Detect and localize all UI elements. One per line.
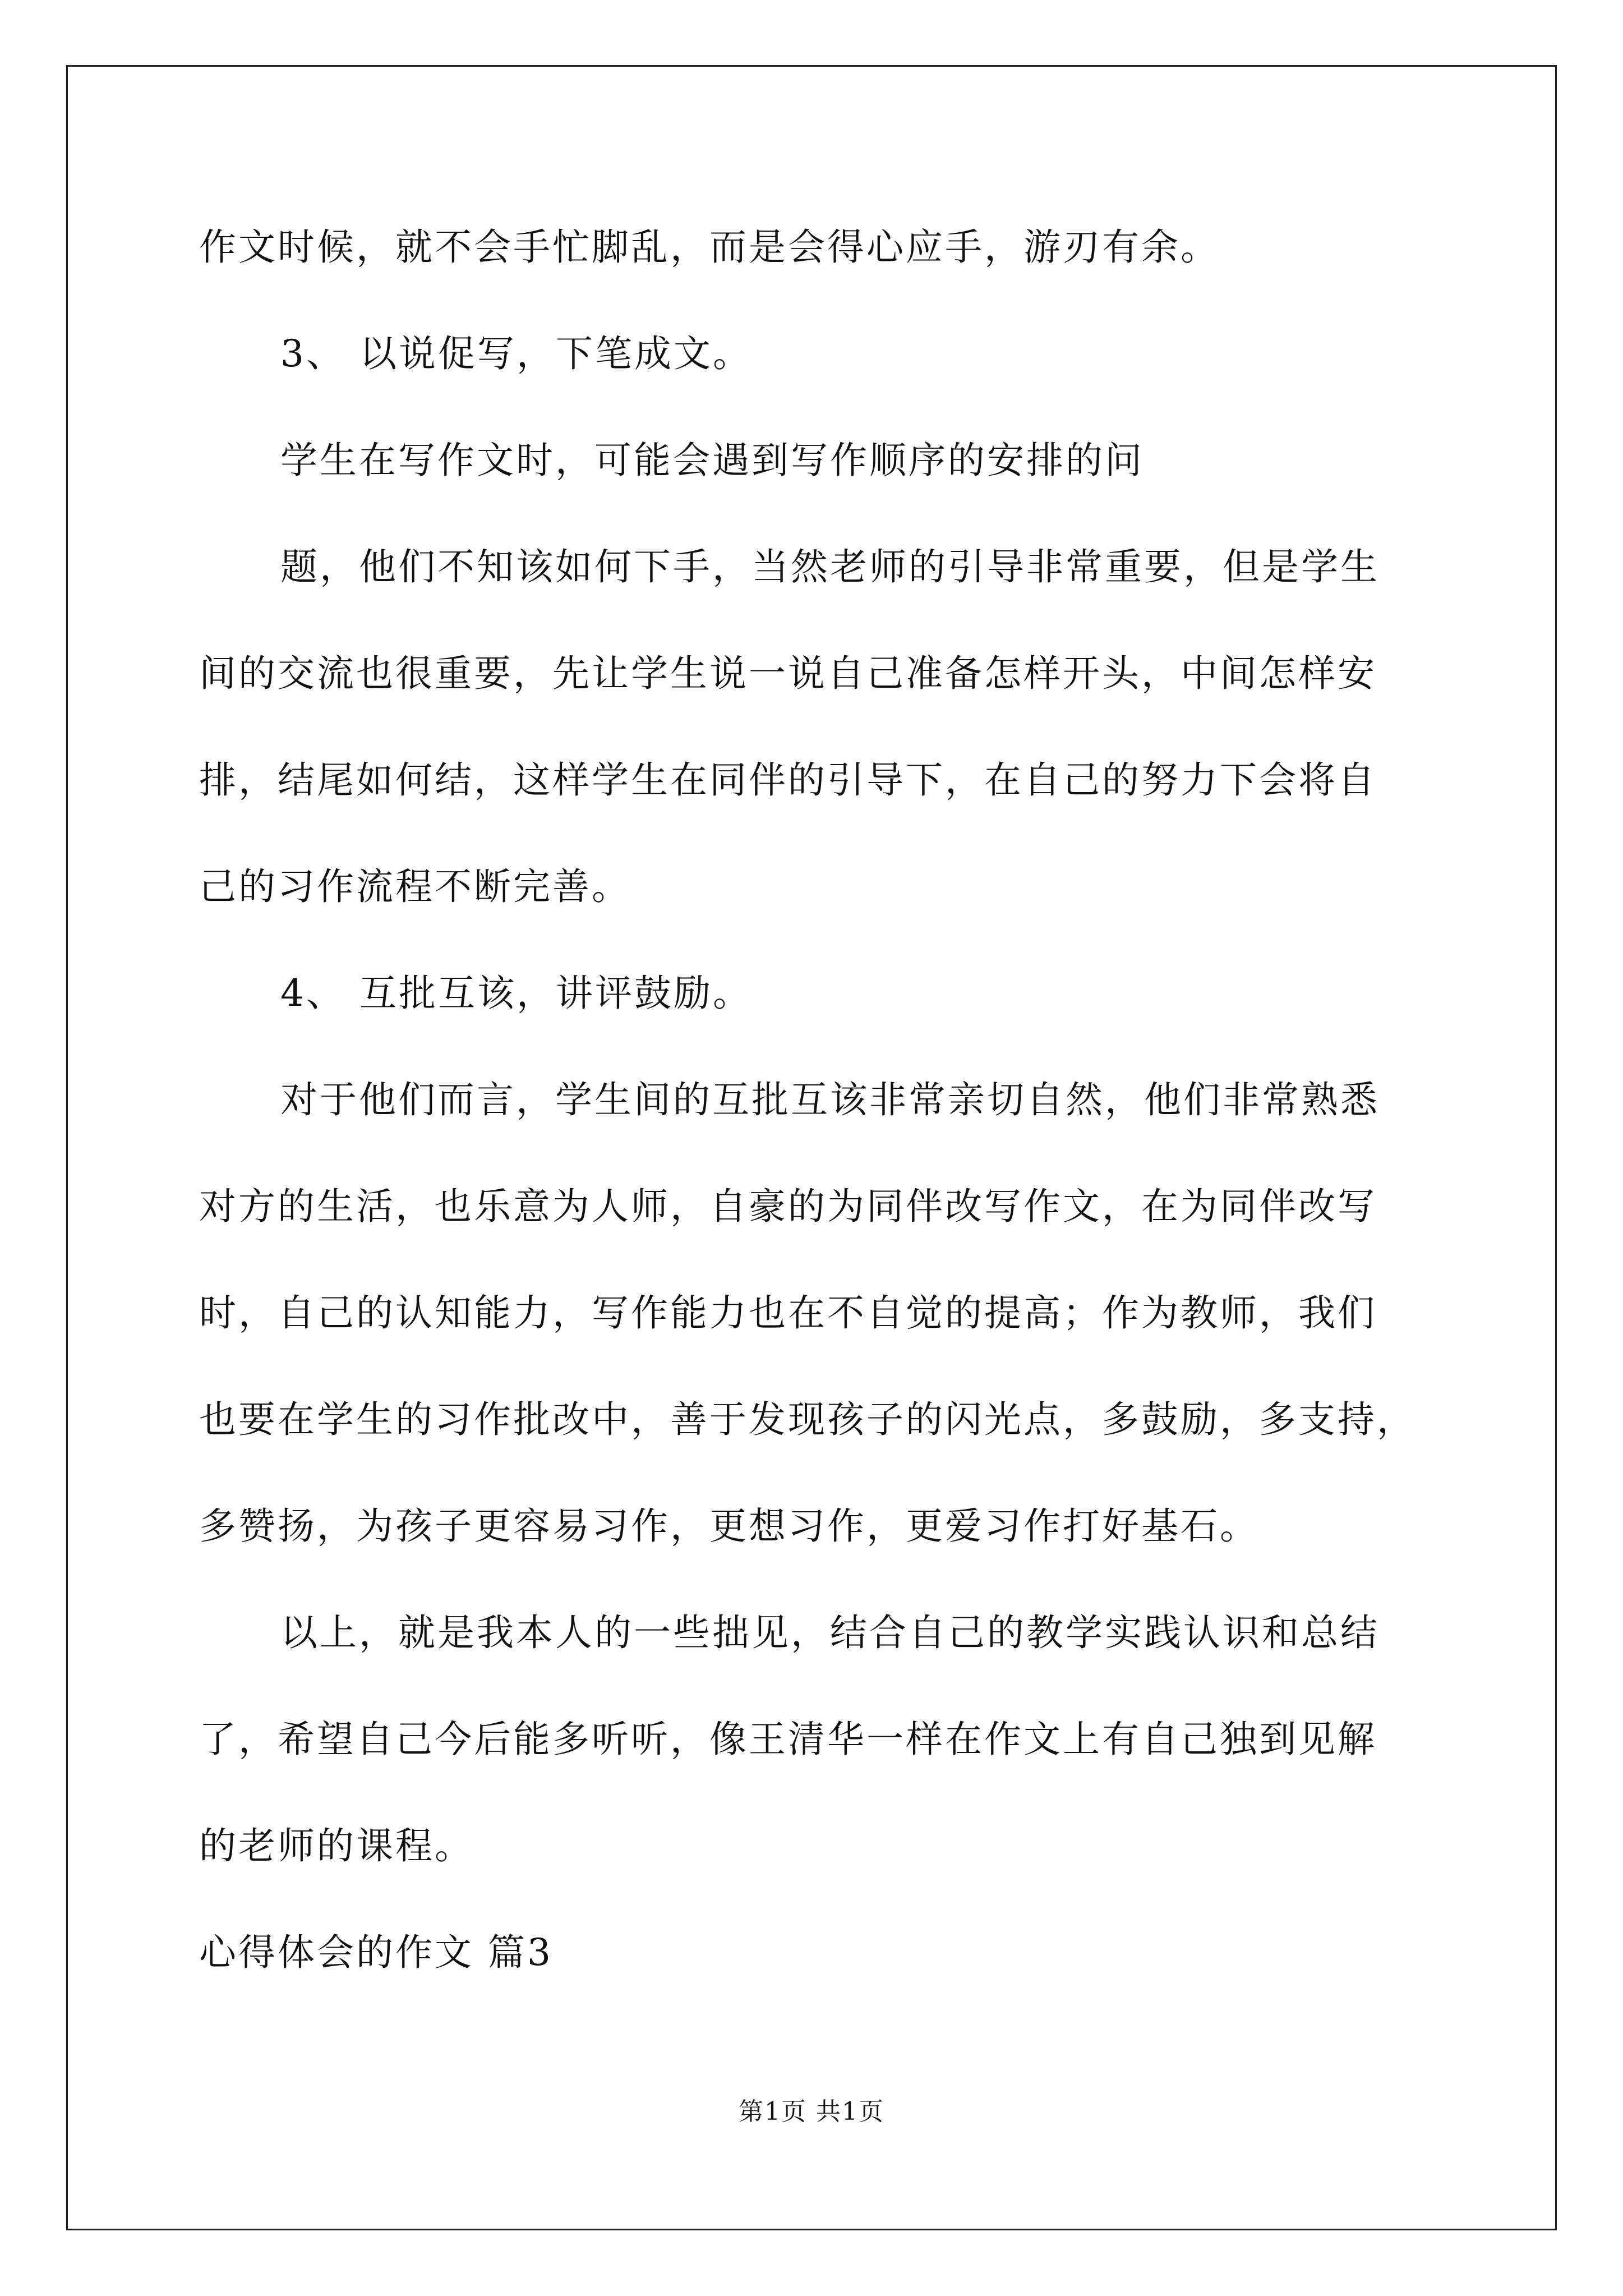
text-line-6: 排，结尾如何结，这样学生在同伴的引导下，在自己的努力下会将自 — [199, 758, 1377, 802]
text-line-12: 也要在学生的习作批改中，善于发现孩子的闪光点，多鼓励，多支持， — [199, 1398, 1416, 1441]
text-line-8: 4、 互批互该，讲评鼓励。 — [280, 972, 752, 1015]
text-line-4: 题，他们不知该如何下手，当然老师的引导非常重要，但是学生 — [280, 545, 1380, 588]
text-line-16: 的老师的课程。 — [199, 1824, 474, 1867]
text-line-1: 作文时候，就不会手忙脚乱，而是会得心应手，游刃有余。 — [199, 226, 1220, 269]
page-footer: 第1页 共1页 — [739, 2097, 884, 2126]
text-line-14: 以上，就是我本人的一些拙见，结合自己的教学实践认识和总结 — [280, 1611, 1380, 1654]
text-line-10: 对方的生活，也乐意为人师，自豪的为同伴改写作文，在为同伴改写 — [199, 1185, 1377, 1228]
text-line-11: 时，自己的认知能力，写作能力也在不自觉的提高；作为教师，我们 — [199, 1291, 1377, 1335]
text-line-13: 多赞扬，为孩子更容易习作，更想习作，更爱习作打好基石。 — [199, 1504, 1259, 1548]
section-heading: 心得体会的作文 篇3 — [199, 1931, 553, 1974]
text-line-3: 学生在写作文时，可能会遇到写作顺序的安排的问 — [280, 439, 1144, 482]
text-line-15: 了，希望自己今后能多听听，像王清华一样在作文上有自己独到见解 — [199, 1718, 1377, 1761]
text-line-7: 己的习作流程不断完善。 — [199, 865, 631, 908]
text-line-5: 间的交流也很重要，先让学生说一说自己准备怎样开头，中间怎样安 — [199, 652, 1377, 695]
page-border — [66, 65, 1557, 2230]
text-line-9: 对于他们而言，学生间的互批互该非常亲切自然，他们非常熟悉 — [280, 1078, 1380, 1121]
text-line-2: 3、 以说促写，下笔成文。 — [280, 332, 752, 375]
